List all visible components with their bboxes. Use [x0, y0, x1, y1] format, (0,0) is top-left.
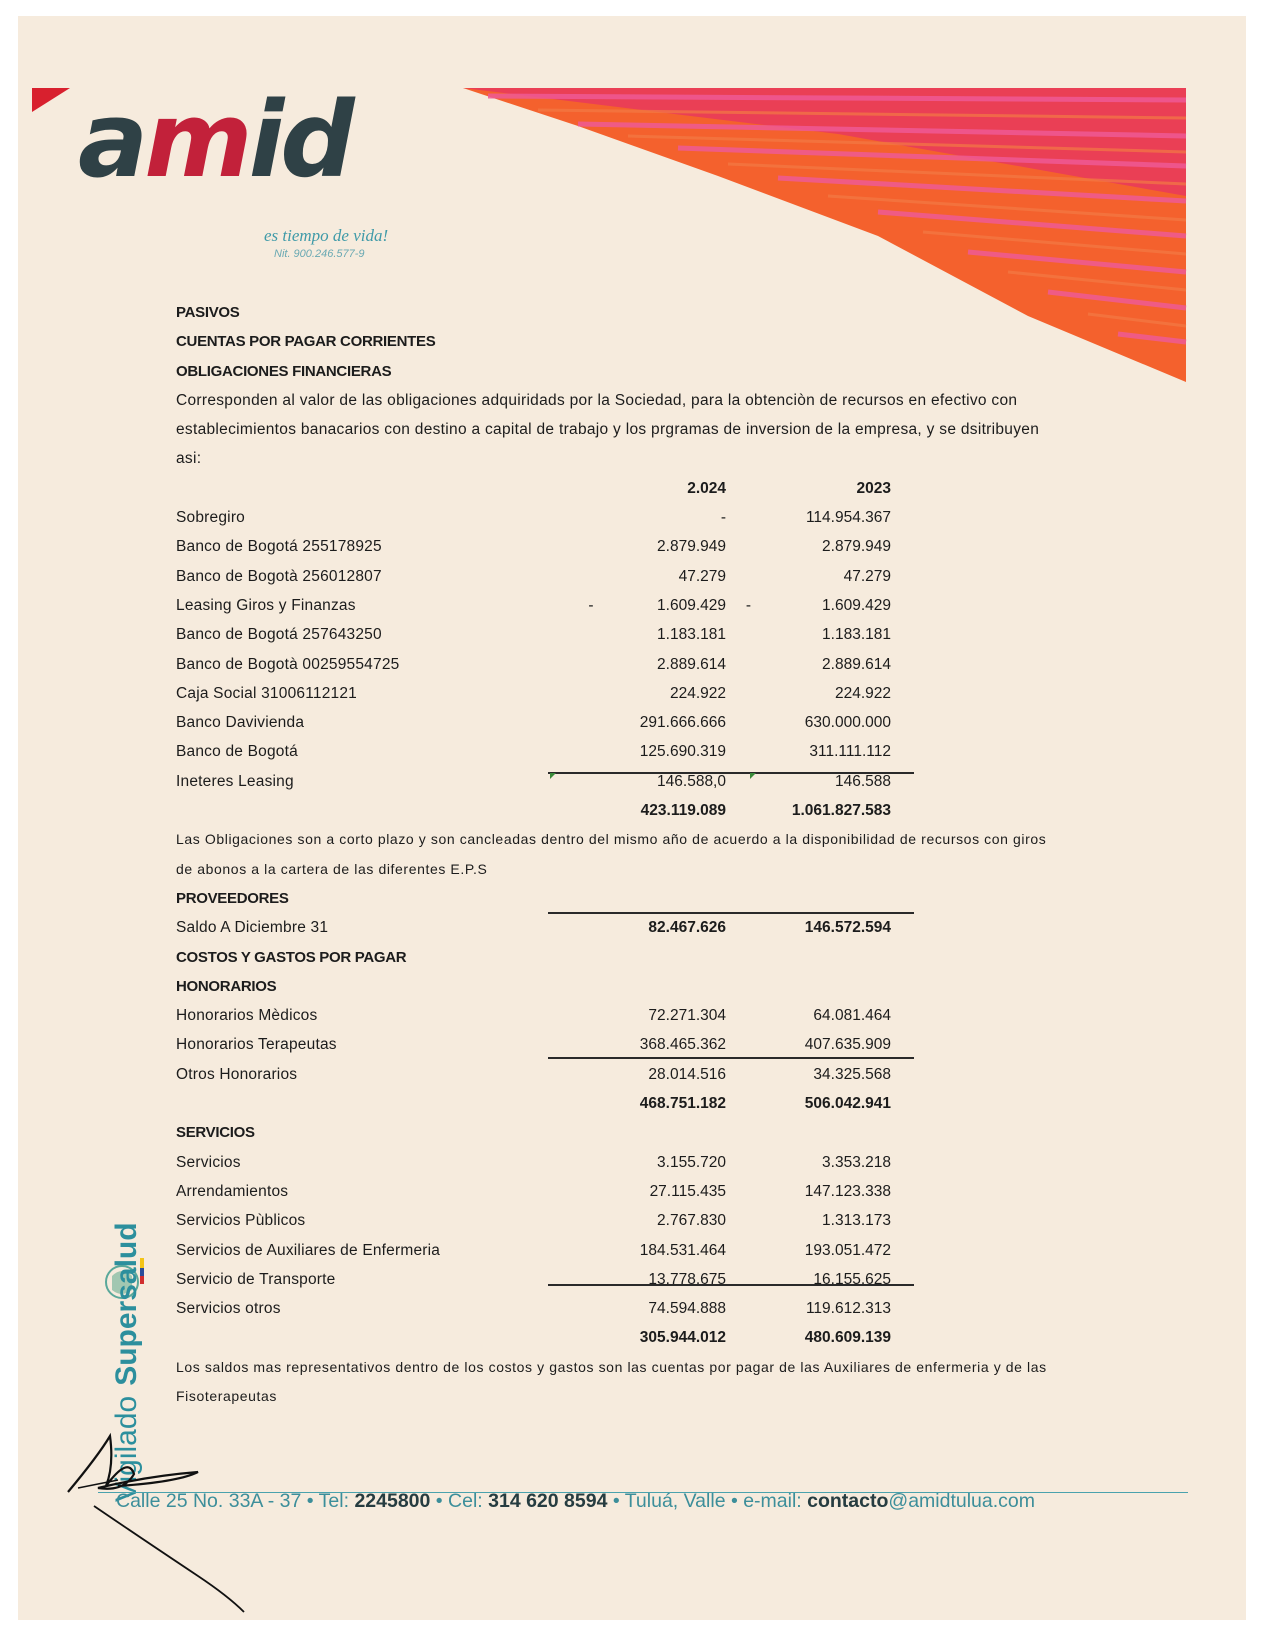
value-2023: 630.000.000 [804, 714, 891, 732]
row-label: Banco de Bogotá [176, 743, 298, 761]
row-label: Sobregiro [176, 509, 246, 527]
value-2023: 1.609.429 [822, 596, 891, 614]
row-label: Honorarios Terapeutas [176, 1036, 337, 1054]
row-label: Arrendamientos [176, 1182, 289, 1200]
row-label: Servicios de Auxiliares de Enfermeria [176, 1241, 441, 1259]
heading-costos-gastos: COSTOS Y GASTOS POR PAGAR [176, 948, 407, 966]
row-label: Banco de Bogotà 00259554725 [176, 655, 400, 673]
row-label: Ineteres Leasing [176, 772, 294, 790]
proveedores-row [176, 913, 1056, 942]
footer-address: Calle 25 No. 33A - 37 • Tel: [116, 1490, 355, 1512]
row-marker: - [588, 596, 594, 614]
heading-cuentas-por-pagar: CUENTAS POR PAGAR CORRIENTES [176, 333, 436, 351]
value-2024: 72.271.304 [648, 1007, 726, 1025]
servicios-total-2023: 480.609.139 [804, 1329, 891, 1347]
logo-letters-id: id [248, 79, 351, 201]
logo-wordmark [78, 79, 351, 201]
footer-cellphone: 314 620 8594 [488, 1490, 608, 1512]
value-2024: 184.531.464 [639, 1241, 726, 1259]
table-row [176, 1030, 1056, 1059]
value-2023: 147.123.338 [804, 1182, 891, 1200]
proveedores-2023: 146.572.594 [804, 919, 891, 937]
obligaciones-table [176, 503, 1056, 796]
row-label: Servicios [176, 1153, 241, 1171]
value-2024: 74.594.888 [648, 1300, 726, 1318]
servicios-total-2024: 305.944.012 [639, 1329, 726, 1347]
table-row [176, 1177, 1056, 1206]
honorarios-total-rule [548, 1057, 914, 1059]
table-row [176, 503, 1056, 532]
value-2024: 2.889.614 [657, 655, 726, 673]
table-row [176, 591, 1056, 620]
footer-email-domain: @amidtulua.com [888, 1490, 1036, 1512]
value-2024: 291.666.666 [639, 714, 726, 732]
value-2023: 2.889.614 [822, 655, 891, 673]
value-2023: 146.588 [834, 772, 891, 790]
row-label: Servicios otros [176, 1300, 281, 1318]
supersalud-brand: Supersalud [110, 1222, 143, 1386]
value-2023: 1.183.181 [822, 626, 891, 644]
document-page [18, 16, 1246, 1620]
column-2023: 2023 [856, 479, 891, 497]
value-2024: 13.778.675 [648, 1270, 726, 1288]
table-row [176, 1001, 1056, 1030]
value-2024: 2.767.830 [657, 1212, 726, 1230]
value-2024: 146.588,0 [657, 772, 726, 790]
row-label: Servicios Pùblicos [176, 1212, 306, 1230]
value-2024: 368.465.362 [639, 1036, 726, 1054]
heading-pasivos: PASIVOS [176, 304, 240, 321]
value-2023: 114.954.367 [805, 509, 891, 527]
footer-cel-label: • Cel: [430, 1490, 489, 1512]
value-2023: 16.155.625 [813, 1270, 891, 1288]
signature [58, 1426, 258, 1616]
row-label: Honorarios Mèdicos [176, 1007, 318, 1025]
value-2023: 193.051.472 [804, 1241, 891, 1259]
table-row [176, 1060, 1056, 1089]
value-2023: 224.922 [834, 684, 891, 702]
honorarios-table [176, 1001, 1056, 1089]
column-headers [176, 474, 1056, 503]
obligaciones-total-rule [548, 772, 914, 774]
obligaciones-intro: Corresponden al valor de las obligaciones adquiridads por la Sociedad, para la obtenciòn de recursos en efectivo con establecimientos banacarios con destino a capital de trabajo y los prgramas de inversion de la empresa, y se dsitribuyen asi: [176, 391, 1040, 468]
value-2024: 27.115.435 [649, 1182, 726, 1200]
value-2024: 1.609.429 [657, 596, 726, 614]
obligaciones-total-2024: 423.119.089 [640, 802, 726, 820]
value-2023: 34.325.568 [813, 1065, 891, 1083]
obligaciones-total-row [176, 796, 1056, 825]
row-marker: - [745, 596, 752, 614]
footer-city: • Tuluá, Valle • e-mail: [607, 1490, 808, 1512]
heading-obligaciones: OBLIGACIONES FINANCIERAS [176, 362, 392, 380]
honorarios-total-2024: 468.751.182 [639, 1095, 726, 1113]
logo-slogan: es tiempo de vida! [264, 226, 389, 245]
row-label: Caja Social 31006112121 [176, 684, 357, 702]
servicios-table [176, 1148, 1056, 1324]
supersalud-prefix: Vigilado [110, 1395, 143, 1502]
table-row [176, 1206, 1056, 1235]
logo-heart-m: m [144, 79, 249, 201]
table-row [176, 1294, 1056, 1323]
green-check-mark [750, 773, 756, 779]
servicios-note: Los saldos mas representativos dentro de los costos y gastos son las cuentas por pagar de las Auxiliares de enfermeria y de las Fisoterapeutas [176, 1358, 1047, 1404]
value-2024: 1.183.181 [657, 626, 726, 644]
value-2023: 2.879.949 [822, 538, 891, 556]
row-label: Banco de Bogotà 256012807 [176, 567, 382, 585]
heading-proveedores: PROVEEDORES [176, 889, 289, 907]
row-label: Leasing Giros y Finanzas [176, 596, 356, 614]
value-2023: 1.313.173 [822, 1212, 891, 1230]
row-label: Otros Honorarios [176, 1065, 298, 1083]
footer-phone: 2245800 [354, 1490, 431, 1512]
value-2023: 407.635.909 [804, 1036, 891, 1054]
table-row [176, 532, 1056, 561]
honorarios-total-2023: 506.042.941 [804, 1095, 891, 1113]
footer-email-user: contacto [807, 1490, 889, 1512]
table-row [176, 620, 1056, 649]
obligaciones-total-2023: 1.061.827.583 [791, 802, 891, 820]
value-2024: 3.155.720 [657, 1153, 726, 1171]
row-label: Banco de Bogotá 255178925 [176, 538, 382, 556]
logo-letter-a: a [78, 79, 145, 201]
proveedores-label: Saldo A Diciembre 31 [176, 919, 329, 937]
value-2024: - [720, 509, 726, 527]
row-label: Banco de Bogotá 257643250 [176, 626, 382, 644]
table-row [176, 562, 1056, 591]
value-2023: 64.081.464 [813, 1007, 891, 1025]
table-row [176, 1236, 1056, 1265]
servicios-total-row [176, 1323, 1056, 1352]
row-label: Servicio de Transporte [176, 1270, 336, 1288]
honorarios-total-row [176, 1089, 1056, 1118]
value-2024: 28.014.516 [648, 1065, 726, 1083]
value-2024: 47.279 [678, 567, 726, 585]
value-2024: 125.690.319 [639, 743, 726, 761]
table-row [176, 708, 1056, 737]
green-check-mark [550, 773, 556, 779]
value-2023: 311.111.112 [809, 743, 891, 761]
proveedores-2024: 82.467.626 [648, 919, 726, 937]
footer-contact [116, 1490, 1035, 1513]
servicios-total-rule [548, 1284, 914, 1286]
document-body [176, 298, 1056, 1411]
value-2023: 3.353.218 [822, 1153, 891, 1171]
row-label: Banco Davivienda [176, 714, 305, 732]
table-row [176, 1265, 1056, 1294]
amid-logo [78, 79, 438, 278]
proveedores-rule [548, 912, 914, 914]
heading-servicios: SERVICIOS [176, 1124, 255, 1142]
value-2023: 119.612.313 [805, 1300, 891, 1318]
value-2024: 2.879.949 [657, 538, 726, 556]
table-row [176, 737, 1056, 766]
logo-nit: Nit. 900.246.577-9 [274, 248, 365, 260]
column-2024: 2.024 [687, 479, 726, 497]
table-row [176, 650, 1056, 679]
obligaciones-note: Las Obligaciones son a corto plazo y son cancleadas dentro del mismo año de acuerdo a la disponibilidad de recursos con giros de abonos a la cartera de las diferentes E.P.S [176, 831, 1047, 877]
value-2023: 47.279 [843, 567, 891, 585]
table-row [176, 679, 1056, 708]
value-2024: 224.922 [669, 684, 726, 702]
table-row [176, 1148, 1056, 1177]
heading-honorarios: HONORARIOS [176, 977, 277, 995]
